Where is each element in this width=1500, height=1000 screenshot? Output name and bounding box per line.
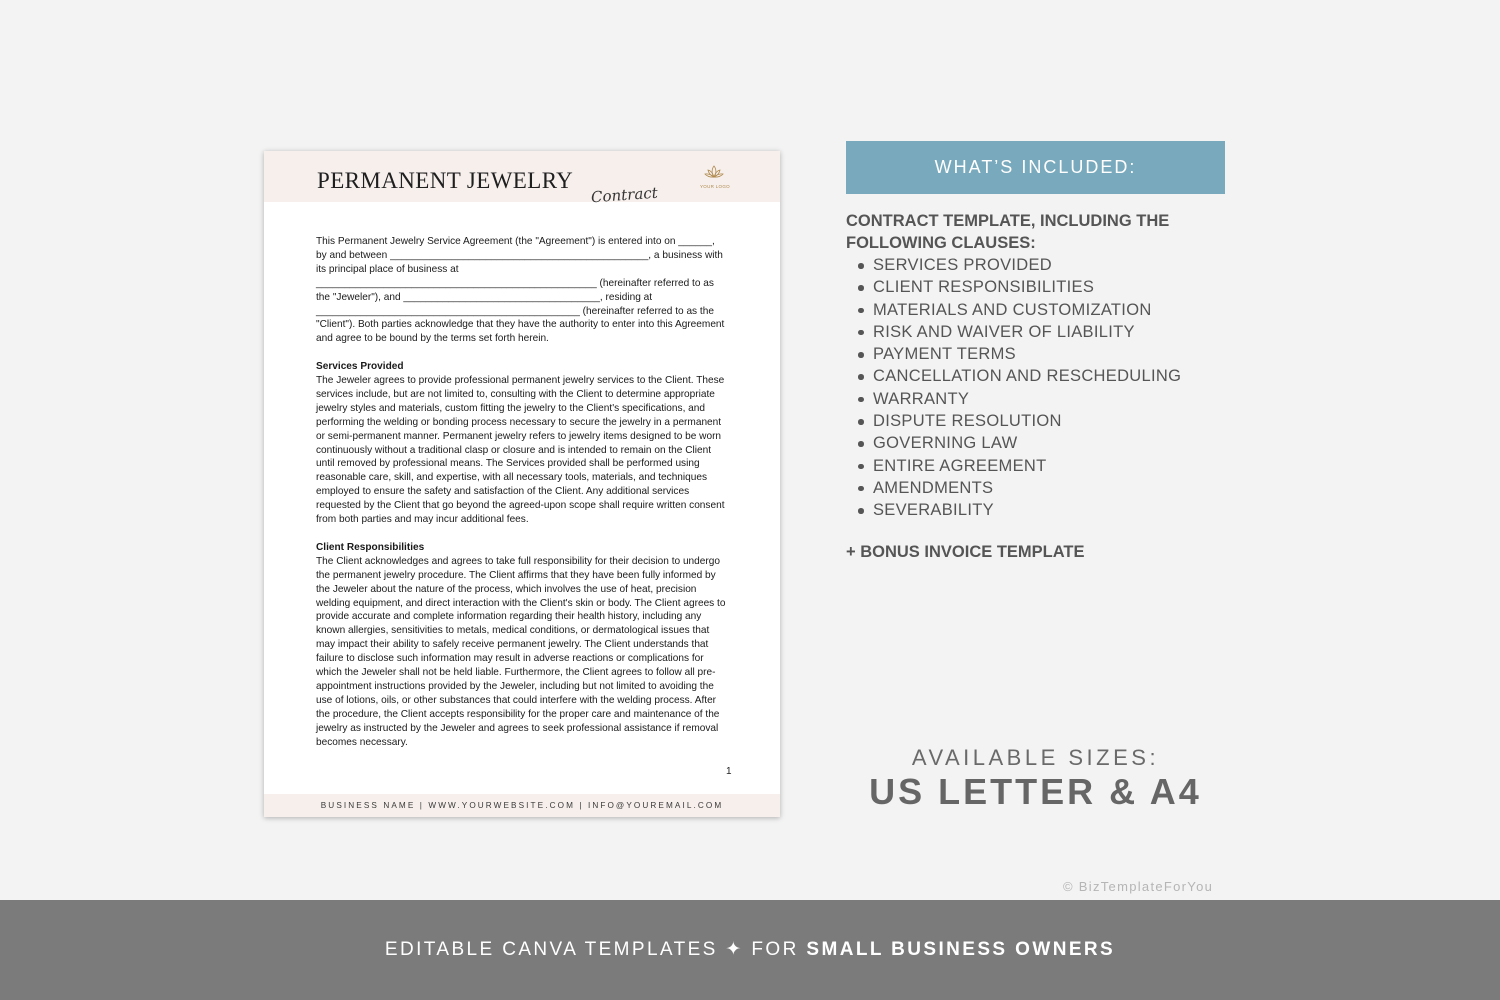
list-item: DISPUTE RESOLUTION	[873, 410, 1181, 432]
document-subtitle: Contract	[590, 183, 659, 207]
list-item: SERVICES PROVIDED	[873, 254, 1181, 276]
list-item: GOVERNING LAW	[873, 432, 1181, 454]
section-body-client: The Client acknowledges and agrees to take full responsibility for their decision to undergo the permanent jewelry procedure. The Client affirms that they have been fully informed by the Jeweler about the nature of the process, which involves the use of heat, precision welding equipment, and direct interaction with the Client's skin or body. The Client agrees to provide accurate and complete information regarding their health history, including any known allergies, sensitivities to metals, medical conditions, or dermatological issues that may impact their ability to safely receive permanent jewelry. The Client understands that failure to disclose such information may result in adverse reactions or complications for which the Jeweler shall not be held liable. Furthermore, the Client agrees to follow all pre-appointment instructions provided by the Jeweler, including but not limited to avoiding the use of lotions, oils, or other substances that could interfere with the welding process. After the procedure, the Client accepts responsibility for the proper care and maintenance of the jewelry as instructed by the Jeweler and agrees to seek professional assistance if removal becomes necessary.	[316, 555, 726, 748]
tagline-emphasis: SMALL BUSINESS OWNERS	[806, 939, 1116, 960]
page-number: 1	[726, 766, 732, 777]
list-item: MATERIALS AND CUSTOMIZATION	[873, 299, 1181, 321]
list-item: SEVERABILITY	[873, 499, 1181, 521]
list-item: RISK AND WAIVER OF LIABILITY	[873, 321, 1181, 343]
list-item: CANCELLATION AND RESCHEDULING	[873, 365, 1181, 387]
list-item: PAYMENT TERMS	[873, 343, 1181, 365]
bottom-banner	[0, 900, 1500, 1000]
whats-included-banner: WHAT’S INCLUDED:	[846, 141, 1225, 194]
document-header	[264, 151, 780, 207]
document-footer	[264, 794, 780, 817]
logo-placeholder	[700, 165, 728, 193]
tagline	[0, 938, 1500, 961]
available-sizes-value: US LETTER & A4	[869, 771, 1202, 812]
list-item: AMENDMENTS	[873, 477, 1181, 499]
section-heading-client: Client Responsibilities	[316, 541, 425, 553]
section-body-services: The Jeweler agrees to provide professional permanent jewelry services to the Client. These services include, but are not limited to, consulting with the Client to determine appropriate jewelry styles and materials, custom fitting the jewelry to the Client's specifications, and performing the welding or bonding process necessary to secure the jewelry in a permanent or semi-permanent manner. Permanent jewelry refers to jewelry items designed to be worn continuously without a traditional clasp or closure and is intended to remain on the Client until removed by professional means. The Services provided shall be performed using reasonable care, skill, and expertise, with all necessary tools, materials, and techniques employed to ensure the safety and satisfaction of the Client. Any additional services requested by the Client that go beyond the agreed-upon scope shall require written consent from both parties and may incur additional fees.	[316, 375, 725, 526]
document-body	[316, 235, 728, 763]
section-heading-services: Services Provided	[316, 361, 404, 373]
lotus-icon	[704, 165, 724, 181]
footer-contact-text: BUSINESS NAME | WWW.YOURWEBSITE.COM | INFO@YOUREMAIL.COM	[320, 801, 724, 810]
list-item: WARRANTY	[873, 388, 1181, 410]
list-item: ENTIRE AGREEMENT	[873, 455, 1181, 477]
logo-text: YOUR LOGO	[700, 184, 730, 189]
available-sizes-label: AVAILABLE SIZES:	[911, 745, 1160, 770]
document-title: PERMANENT JEWELRY	[317, 168, 574, 193]
copyright-text: © BizTemplateForYou	[1063, 879, 1214, 894]
clause-list	[846, 254, 1181, 522]
contract-preview-page	[264, 151, 780, 817]
list-item: CLIENT RESPONSIBILITIES	[873, 276, 1181, 298]
tagline-prefix: EDITABLE CANVA TEMPLATES ✦ FOR	[384, 939, 807, 960]
intro-paragraph: This Permanent Jewelry Service Agreement (the "Agreement") is entered into on ______, by and between ______________________________________________, a business with its principal place of business at __________________________________________________ (hereinafter referred to as the "Jeweler"), and ___________________________________, residing at _______________________________________________ (hereinafter referred to as the "Client"). Both parties acknowledge that they have the authority to enter into this Agreement and agree to be bound by the terms set forth herein.	[316, 236, 725, 345]
included-heading: CONTRACT TEMPLATE, INCLUDING THE FOLLOWING CLAUSES:	[846, 212, 1170, 253]
bonus-invoice-text: + BONUS INVOICE TEMPLATE	[846, 543, 1085, 561]
